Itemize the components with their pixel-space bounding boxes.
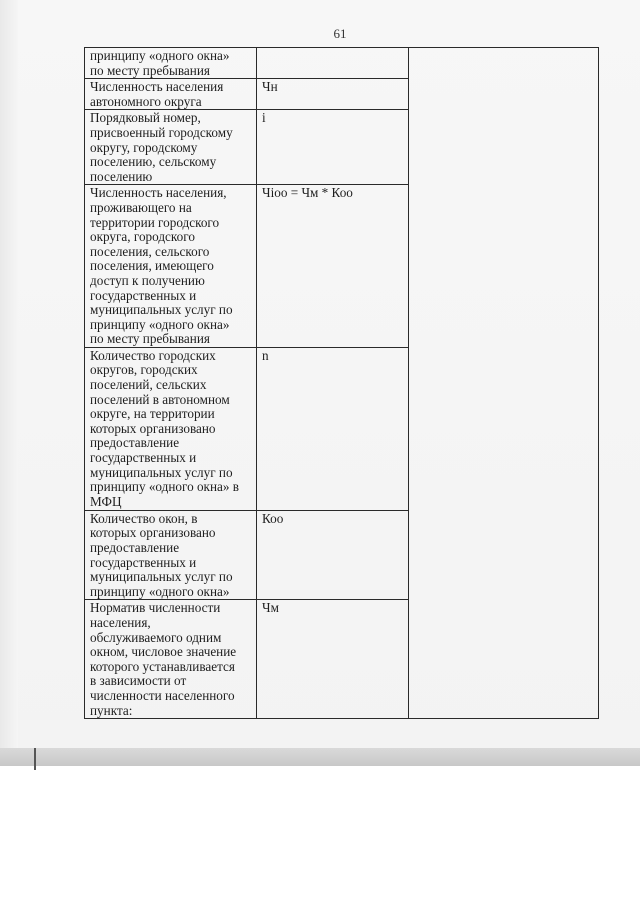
indicator-name-cell <box>85 347 257 510</box>
indicator-symbol: Чн <box>262 79 278 95</box>
indicator-name-cell <box>85 510 257 600</box>
indicator-name-cell <box>85 110 257 185</box>
scan-bottom-edge <box>0 748 640 766</box>
indicator-name-cell <box>85 79 257 110</box>
page-number: 61 <box>333 26 347 41</box>
indicator-name-cell <box>85 48 257 79</box>
indicator-name: Количество окон, в которых организовано предоставление государственных и муниципальных услуг по принципу «одного окна» <box>90 510 233 599</box>
indicator-symbol-cell <box>257 510 409 600</box>
table-row <box>85 48 599 79</box>
indicator-symbol-cell <box>257 347 409 510</box>
scan-left-edge <box>0 0 18 762</box>
indicator-symbol-cell <box>257 600 409 719</box>
indicator-table <box>84 47 599 719</box>
indicator-name: Количество городских округов, городских поселений, сельских поселений в автономном округе, на территории которых организовано предоставление государственных и муниципальных услуг по принципу «одного окна» в МФЦ <box>90 347 239 509</box>
indicator-name-cell <box>85 600 257 719</box>
indicator-name: Численность населения автономного округа <box>90 79 224 109</box>
indicator-name-cell <box>85 185 257 348</box>
scan-artifact-mark <box>34 748 36 770</box>
indicator-symbol: Чм <box>262 600 279 616</box>
indicator-symbol: n <box>262 347 269 363</box>
indicator-symbol-cell <box>257 79 409 110</box>
indicator-name: Норматив численности населения, обслуживаемого одним окном, числовое значение которого устанавливается в зависимости от численности населенного пункта: <box>90 600 237 718</box>
indicator-symbol-cell <box>257 48 409 79</box>
indicator-name: Порядковый номер, присвоенный городскому округу, городскому поселению, сельскому поселению <box>90 110 233 184</box>
empty-column-cell <box>409 48 599 719</box>
indicator-symbol: Чioo = Чм * Коо <box>262 185 353 201</box>
indicator-name: Численность населения, проживающего на территории городского округа, городского поселения, сельского поселения, имеющего доступ к получению государственных и муниципальных услуг по принципу «одного окна» по месту пребывания <box>90 185 233 347</box>
indicator-symbol-cell <box>257 110 409 185</box>
indicator-name: принципу «одного окна» по месту пребывания <box>90 48 230 78</box>
indicator-symbol: i <box>262 110 266 126</box>
indicator-symbol: Коо <box>262 510 284 526</box>
indicator-symbol-cell <box>257 185 409 348</box>
